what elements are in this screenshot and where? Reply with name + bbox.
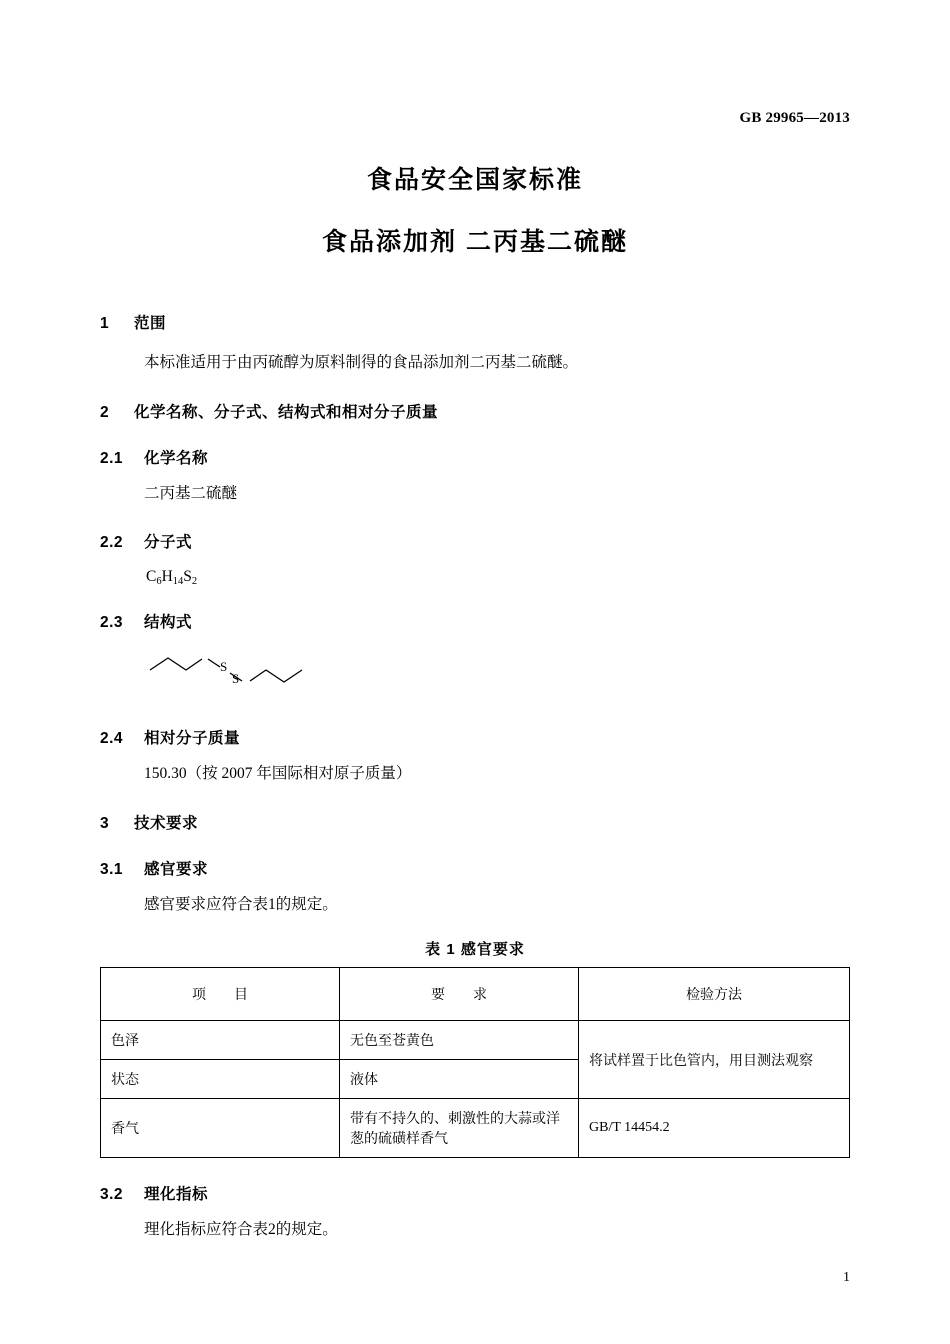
section-3-title: 技术要求 [134,814,199,832]
sulfur-atom-label-2: S [232,670,240,686]
table-cell-method: 将试样置于比色管内，用目测法观察 [579,1021,850,1099]
table-cell-requirement: 带有不持久的、刺激性的大蒜或洋葱的硫磺样香气 [340,1099,579,1158]
section-2-2-number: 2.2 [100,533,124,551]
section-2-4-heading [100,726,850,748]
table-header-row [101,968,850,1021]
section-3-number: 3 [100,814,110,832]
table-cell-method: GB/T 14454.2 [579,1099,850,1158]
formula-subscript-s: 2 [191,575,198,587]
section-2-1-title: 化学名称 [144,450,209,468]
table-1-sensory-requirements [100,967,850,1158]
page-title-line2: 食品添加剂 二丙基二硫醚 [322,228,628,256]
section-2-number: 2 [100,404,110,422]
section-2-4-title: 相对分子质量 [144,729,241,747]
table-header-method: 检验方法 [579,968,850,1021]
table-cell-item: 色泽 [101,1021,340,1060]
section-2-3-title: 结构式 [144,613,193,631]
structural-formula-diagram [146,642,850,702]
section-2-4-number: 2.4 [100,729,124,747]
section-2-3-heading [100,610,850,632]
section-3-2-title: 理化指标 [144,1186,209,1203]
section-2-2-heading [100,530,850,552]
formula-element-h: H [161,567,173,585]
table-cell-requirement: 液体 [340,1060,579,1099]
section-2-heading [100,400,850,422]
section-2-1-heading [100,446,850,468]
table-cell-item: 状态 [101,1060,340,1099]
formula-subscript-h: 14 [172,575,184,587]
table-row [101,1021,850,1060]
sulfur-atom-label-1: S [220,658,228,674]
section-1-title: 范围 [134,315,167,332]
formula-element-s: S [183,567,192,585]
section-3-2-number: 3.2 [100,1186,124,1203]
molecular-formula [146,568,850,586]
section-3-1-heading [100,857,850,879]
section-3-2-heading [100,1182,850,1204]
structure-svg [146,642,346,698]
table-cell-requirement: 无色至苍黄色 [340,1021,579,1060]
section-3-1-number: 3.1 [100,860,124,878]
table-1-caption: 表 1 感官要求 [425,941,525,958]
section-2-2-title: 分子式 [144,533,193,551]
section-1-number: 1 [100,315,110,332]
page-number: 1 [843,1270,850,1285]
formula-element-c: C [146,567,157,585]
section-1-heading [100,311,850,333]
formula-subscript-c: 6 [156,575,162,587]
section-1-paragraph: 本标准适用于由丙硫醇为原料制得的食品添加剂二丙基二硫醚。 [144,354,579,371]
document-content [100,285,850,1241]
section-3-2-paragraph: 理化指标应符合表2的规定。 [144,1221,338,1238]
document-title-block [0,0,950,258]
section-3-1-title: 感官要求 [144,860,209,878]
page-title-line1: 食品安全国家标准 [366,166,583,194]
standard-code-text: GB 29965—2013 [739,110,850,126]
section-2-1-paragraph: 二丙基二硫醚 [144,485,238,503]
table-header-item: 项 目 [101,968,340,1021]
section-3-1-paragraph: 感官要求应符合表1的规定。 [144,895,338,913]
section-2-title: 化学名称、分子式、结构式和相对分子质量 [134,404,439,422]
table-cell-item: 香气 [101,1099,340,1158]
section-2-4-paragraph: 150.30（按 2007 年国际相对原子质量） [144,764,412,782]
table-header-requirement: 要 求 [340,968,579,1021]
standard-code-header [739,110,850,127]
section-3-heading [100,811,850,833]
table-row [101,1099,850,1158]
section-2-1-number: 2.1 [100,450,124,468]
section-2-3-number: 2.3 [100,613,124,631]
